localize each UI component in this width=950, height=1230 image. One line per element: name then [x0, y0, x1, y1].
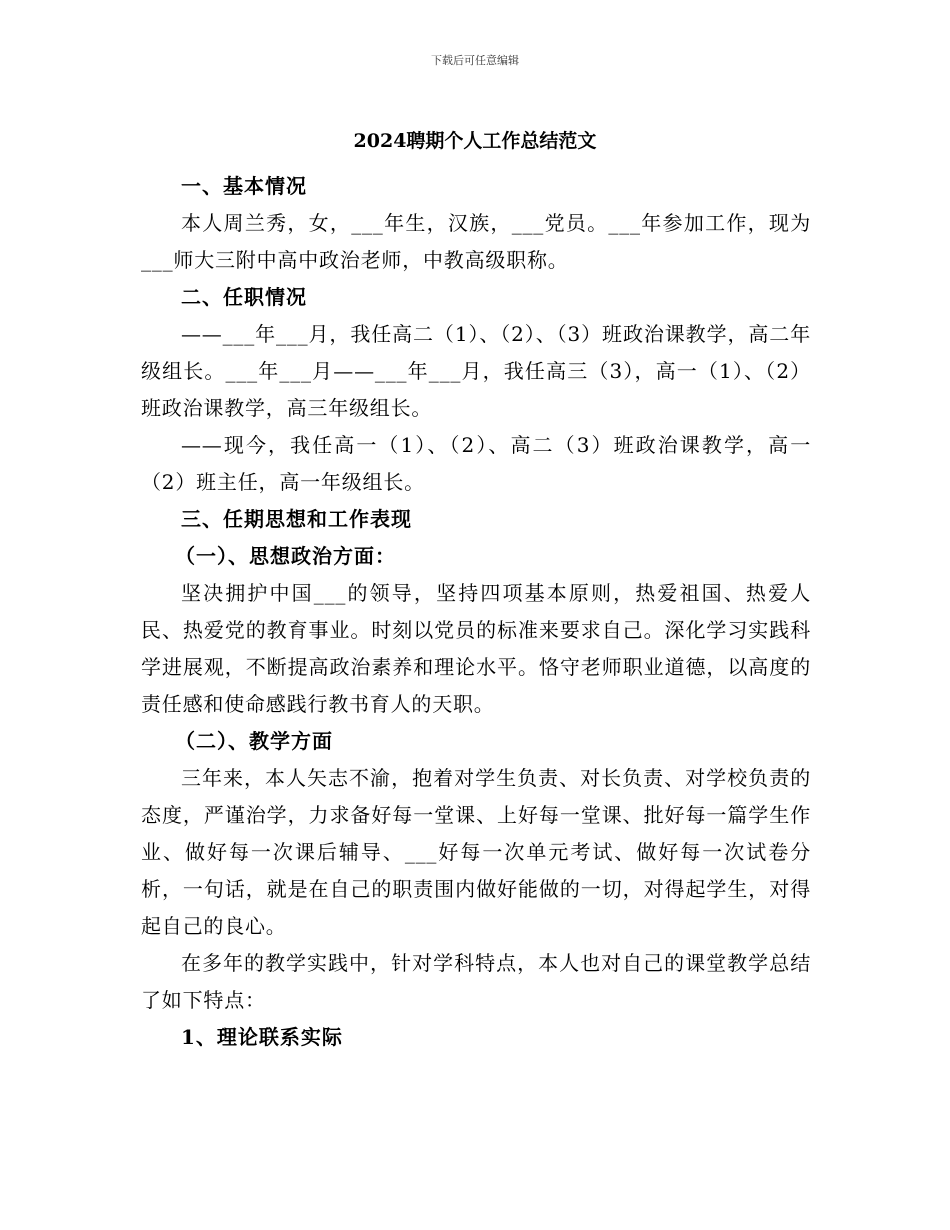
- section-heading-positions: 二、任职情况: [181, 285, 307, 309]
- paragraph-positions-2: ——现今，我任高一（1）、（2）、高二（3）班政治课教学，高一（2）班主任，高一年级组长。: [141, 433, 811, 494]
- document-title: 2024聘期个人工作总结范文: [353, 130, 597, 152]
- section-heading-basic-info: 一、基本情况: [181, 174, 307, 198]
- subheading-ideology: （一）、思想政治方面：: [175, 544, 396, 568]
- page-header-note: 下载后可任意编辑: [431, 54, 519, 67]
- document-body: [141, 168, 811, 1056]
- paragraph-positions-1: ——___年___月，我任高二（1）、（2）、（3）班政治课教学，高二年级组长。___年___月——___年___月，我任高三（3），高一（1）、（2）班政治课教学，高三年级组长。: [141, 322, 811, 420]
- paragraph-basic-info: 本人周兰秀，女，___年生，汉族，___党员。___年参加工作，现为___师大三附中高中政治老师，中教高级职称。: [141, 211, 811, 272]
- paragraph-teaching-1: 三年来，本人矢志不渝，抱着对学生负责、对长负责、对学校负责的态度，严谨治学，力求备好每一堂课、上好每一堂课、批好每一篇学生作业、做好每一次课后辅导、___好每一次单元考试、做好每一次试卷分析，一句话，就是在自己的职责围内做好能做的一切，对得起学生，对得起自己的良心。: [141, 766, 811, 938]
- section-heading-performance: 三、任期思想和工作表现: [181, 507, 412, 531]
- paragraph-teaching-2: 在多年的教学实践中，针对学科特点，本人也对自己的课堂教学总结了如下特点：: [141, 951, 811, 1012]
- point-heading-theory-practice: 1、理论联系实际: [181, 1025, 343, 1049]
- paragraph-ideology: 坚决拥护中国___的领导，坚持四项基本原则，热爱祖国、热爱人民、热爱党的教育事业。时刻以党员的标准来要求自己。深化学习实践科学进展观，不断提高政治素养和理论水平。恪守老师职业道德，以高度的责任感和使命感践行教书育人的天职。: [141, 581, 811, 716]
- subheading-teaching: （二）、教学方面: [175, 729, 333, 753]
